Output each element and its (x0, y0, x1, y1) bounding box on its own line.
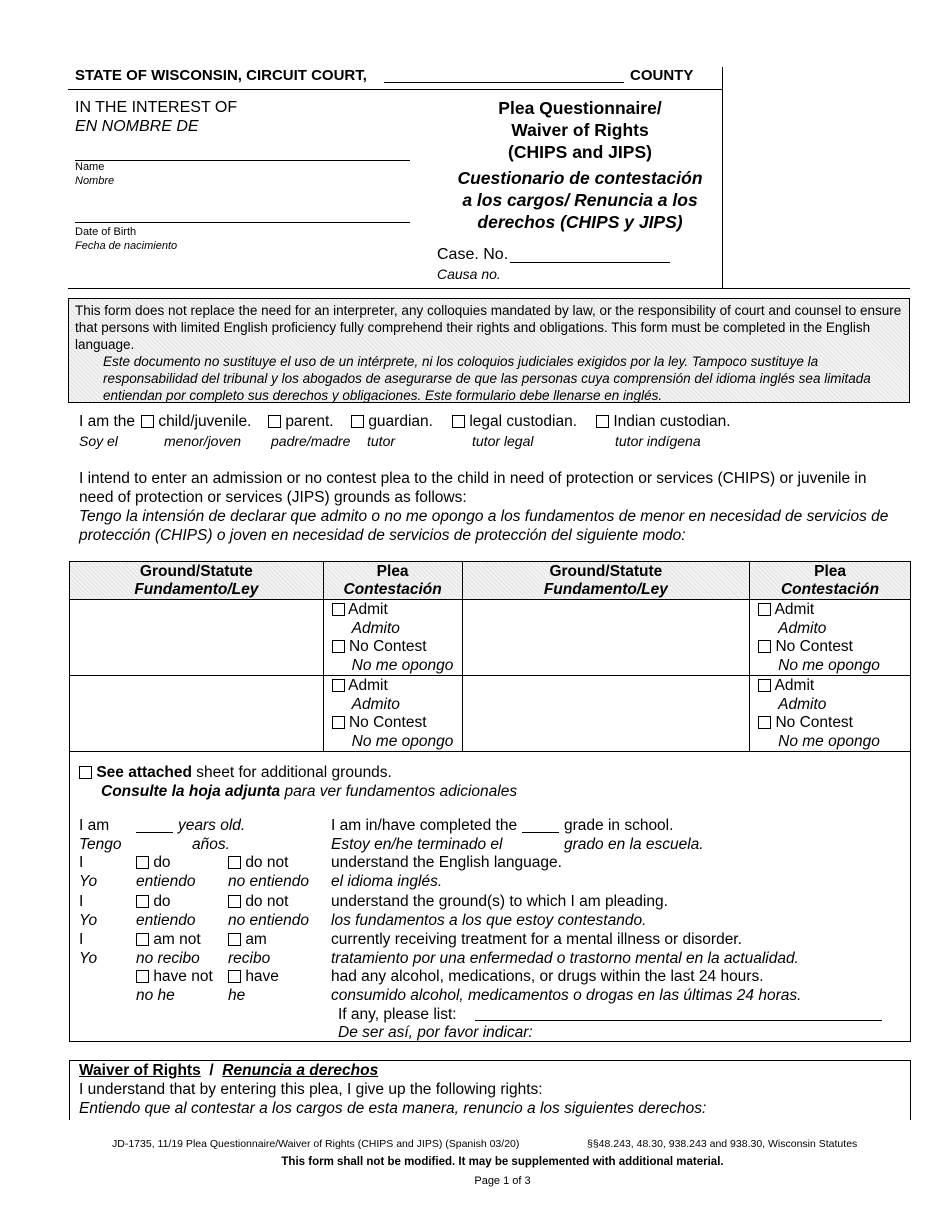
ground-input[interactable] (462, 676, 750, 752)
notice-en: This form does not replace the need for an interpreter, any colloquies mandated by law, or the responsibility of court and counsel to ensure that persons with limited English proficiency fully comprehend their rights and obligations. This form must be completed in the English language. (75, 303, 902, 352)
plea-no-contest[interactable]: No Contest (332, 638, 462, 657)
plea-admit[interactable]: Admit (332, 677, 462, 696)
years-label: years old. (178, 817, 246, 834)
grounds-table (69, 561, 911, 752)
age-input[interactable] (136, 832, 173, 833)
list-label: If any, please list: (338, 1006, 457, 1023)
header-top-rule (68, 89, 722, 90)
grounds-statement-es: los fundamentos a los que estoy contestando. (331, 912, 647, 929)
role-option-legal-custodian[interactable]: legal custodian. (452, 413, 577, 431)
english-statement: understand the English language. (331, 854, 562, 871)
form-title-es: Cuestionario de contestación a los cargos/ Renuncia a los derechos (CHIPS y JIPS) (457, 168, 703, 232)
case-number-input[interactable] (510, 262, 670, 263)
grounds-statement: understand the ground(s) to which I am pleading. (331, 893, 668, 910)
substance-list-input[interactable] (475, 1020, 882, 1021)
role-option-child-es: menor/joven (164, 433, 242, 449)
grade-pre-es: Estoy en/he terminado el (331, 836, 503, 853)
yo-label: Yo (79, 950, 98, 967)
dob-input[interactable] (75, 222, 410, 223)
treatment-am-option[interactable]: am (228, 931, 267, 949)
plea-admit[interactable]: Admit (758, 601, 910, 620)
col-ground-1: Ground/Statute Fundamento/Ley (70, 562, 324, 600)
waiver-line-en: I understand that by entering this plea, I give up the following rights: (79, 1081, 543, 1098)
role-option-parent-es: padre/madre (271, 433, 351, 449)
yo-label: Yo (79, 873, 98, 890)
plea-admit[interactable]: Admit (332, 601, 462, 620)
plea-no-contest[interactable]: No Contest (758, 714, 910, 733)
grounds-table-header (70, 562, 911, 600)
english-donot-option[interactable]: do not (228, 854, 288, 872)
name-label-es: Nombre (75, 175, 115, 187)
ground-input[interactable] (70, 676, 324, 752)
col-ground-2: Ground/Statute Fundamento/Ley (462, 562, 750, 600)
notice-es: Este documento no sustituye el uso de un intérprete, ni los coloquios judiciales exigidos por la ley. Tampoco sustituye la responsabilidad del tribunal y los abogados de asegurarse de que las personas cuya comprensión del idioma inglés sea limitada entiendan por completo sus derechos y obligaciones. Este formulario debe llenarse en inglés. (103, 354, 871, 403)
dob-label-es: Fecha de nacimiento (75, 240, 178, 252)
role-option-indian-custodian-es: tutor indígena (615, 433, 701, 449)
waiver-title: Waiver of Rights / Renuncia a derechos (79, 1062, 379, 1079)
court-label: STATE OF WISCONSIN, CIRCUIT COURT, (75, 67, 367, 84)
waiver-line-es: Entiendo que al contestar a los cargos de esta manera, renuncio a los siguientes derechos: (79, 1100, 707, 1117)
plea-cell: Admit Admito No Contest No me opongo (323, 600, 462, 676)
form-title-en: Plea Questionnaire/ Waiver of Rights (CHIPS and JIPS) (498, 98, 662, 162)
english-do-option[interactable]: do (136, 854, 171, 872)
checkbox[interactable] (141, 415, 154, 428)
county-label: COUNTY (630, 67, 694, 84)
header-bottom-rule (68, 288, 910, 289)
interest-label-en: IN THE INTEREST OF (75, 99, 238, 116)
iam-label: I am (79, 817, 110, 834)
checkbox[interactable] (268, 415, 281, 428)
form-id: JD-1735, 11/19 Plea Questionnaire/Waiver of Rights (CHIPS and JIPS) (Spanish 03/20) (112, 1138, 520, 1150)
checkbox[interactable] (79, 766, 92, 779)
grounds-do-es: entiendo (136, 912, 196, 929)
interpreter-notice (68, 298, 910, 403)
alcohol-statement: had any alcohol, medications, or drugs within the last 24 hours. (331, 968, 764, 985)
dob-label-en: Date of Birth (75, 226, 137, 238)
alcohol-havenot-es: no he (136, 987, 175, 1004)
grade-post-es: grado en la escuela. (564, 836, 704, 853)
i-label: I (79, 893, 84, 910)
see-attached-es: Consulte la hoja adjunta para ver fundamentos adicionales (101, 783, 518, 800)
role-option-guardian-es: tutor (367, 433, 396, 449)
plea-no-contest[interactable]: No Contest (758, 638, 910, 657)
treatment-amnot-option[interactable]: am not (136, 931, 201, 949)
english-statement-es: el idioma inglés. (331, 873, 443, 890)
checkbox[interactable] (596, 415, 609, 428)
ground-input[interactable] (70, 600, 324, 676)
treatment-amnot-es: no recibo (136, 950, 200, 967)
english-donot-es: no entiendo (228, 873, 310, 890)
i-label: I (79, 854, 84, 871)
intent-statement (79, 469, 904, 545)
table-row (70, 676, 911, 752)
anos-label: años. (192, 836, 230, 853)
county-input[interactable] (384, 82, 624, 83)
yo-label: Yo (79, 912, 98, 929)
checkbox[interactable] (452, 415, 465, 428)
tengo-label: Tengo (79, 836, 122, 853)
english-do-es: entiendo (136, 873, 196, 890)
grade-line-en: I am in/have completed the (331, 817, 518, 834)
alcohol-have-es: he (228, 987, 246, 1004)
case-label-es: Causa no. (437, 266, 501, 282)
col-plea-1: Plea Contestación (323, 562, 462, 600)
grounds-donot-es: no entiendo (228, 912, 310, 929)
checkbox[interactable] (351, 415, 364, 428)
role-prefix-es: Soy el (79, 433, 118, 449)
statutes: §§48.243, 48.30, 938.243 and 938.30, Wisconsin Statutes (587, 1138, 858, 1150)
grade-post-en: grade in school. (564, 817, 674, 834)
grade-input[interactable] (522, 832, 559, 833)
grounds-donot-option[interactable]: do not (228, 893, 288, 911)
page-number: Page 1 of 3 (474, 1175, 531, 1187)
plea-cell: Admit Admito No Contest No me opongo (323, 676, 462, 752)
role-prefix-en: I am the (79, 413, 135, 430)
plea-no-contest[interactable]: No Contest (332, 714, 462, 733)
plea-cell: Admit Admito No Contest No me opongo (750, 600, 911, 676)
name-label-en: Name (75, 161, 105, 173)
treatment-statement: currently receiving treatment for a mental illness or disorder. (331, 931, 742, 948)
list-label-es: De ser así, por favor indicar: (338, 1024, 533, 1041)
role-option-indian-custodian[interactable]: Indian custodian. (596, 413, 731, 431)
ground-input[interactable] (462, 600, 750, 676)
modification-notice: This form shall not be modified. It may be supplemented with additional material. (281, 1156, 724, 1168)
alcohol-have-option[interactable]: have (228, 968, 279, 986)
case-label-en: Case. No. (437, 246, 509, 263)
grounds-do-option[interactable]: do (136, 893, 171, 911)
treatment-am-es: recibo (228, 950, 271, 967)
plea-cell: Admit Admito No Contest No me opongo (750, 676, 911, 752)
interest-label-es: EN NOMBRE DE (75, 118, 199, 135)
plea-admit[interactable]: Admit (758, 677, 910, 696)
alcohol-statement-es: consumido alcohol, medicamentos o drogas en las últimas 24 horas. (331, 987, 802, 1004)
name-input[interactable] (75, 160, 410, 161)
role-option-child[interactable]: child/juvenile. (141, 413, 251, 431)
role-option-guardian[interactable]: guardian. (351, 413, 433, 431)
intent-es: Tengo la intensión de declarar que admito o no me opongo a los fundamentos de menor en necesidad de servicios de protección (CHIPS) o joven en necesidad de servicios de protección del siguiente modo: (79, 508, 889, 544)
table-row (70, 600, 911, 676)
see-attached-checkbox[interactable]: See attached sheet for additional grounds. (79, 764, 392, 782)
role-option-parent[interactable]: parent. (268, 413, 334, 431)
treatment-statement-es: tratamiento por una enfermedad o trastorno mental en la actualidad. (331, 950, 799, 967)
col-plea-2: Plea Contestación (750, 562, 911, 600)
i-label: I (79, 931, 84, 948)
alcohol-havenot-option[interactable]: have not (136, 968, 213, 986)
intent-en: I intend to enter an admission or no contest plea to the child in need of protection or services (CHIPS) or juvenile in need of protection or services (JIPS) grounds as follows: (79, 470, 867, 506)
role-option-legal-custodian-es: tutor legal (472, 433, 534, 449)
